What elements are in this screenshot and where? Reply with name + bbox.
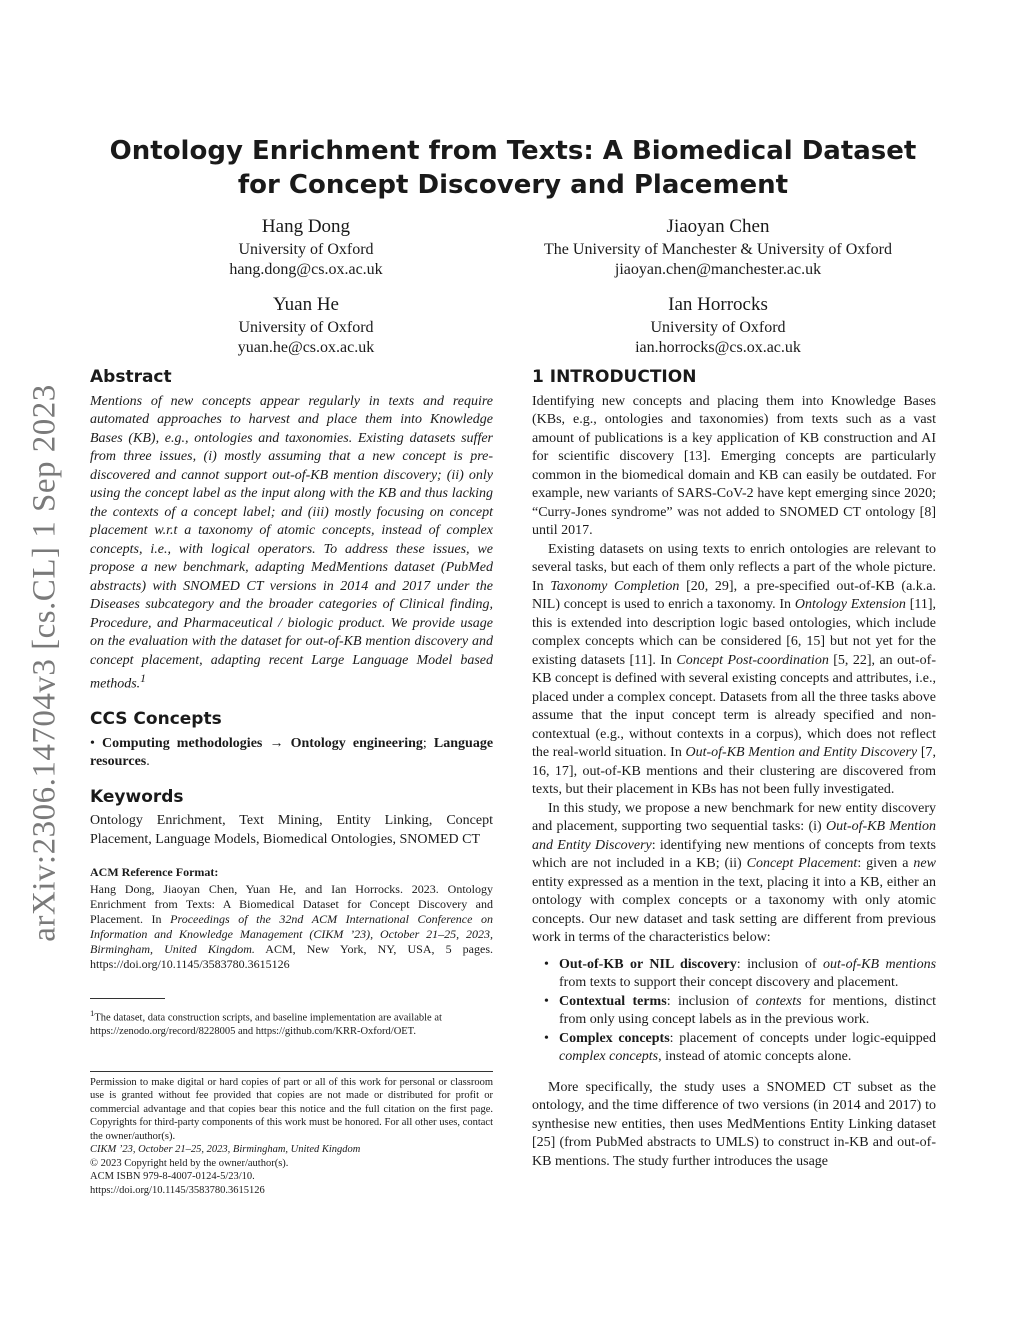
text-run: out-of-KB mentions — [823, 956, 937, 972]
item-title: Out-of-KB or NIL discovery — [559, 956, 737, 972]
author-block — [160, 214, 452, 280]
text-run: In this study, we propose a new benchmark for new entity discovery and placement, supporting two sequential tasks: (i) — [532, 800, 936, 834]
author-name: Ian Horrocks — [668, 294, 768, 315]
list-item — [532, 956, 936, 993]
text-run: : inclusion of — [666, 993, 756, 1009]
author-affiliation: The University of Manchester & University of Oxford — [544, 241, 892, 258]
text-run: Existing datasets on using texts to enrich ontologies are relevant to several tasks, but each of them only reflects a part of the whole picture. In — [532, 541, 936, 594]
acm-ref-heading: ACM Reference Format: — [90, 865, 219, 880]
footnote-rule — [90, 998, 165, 999]
keywords-heading: Keywords — [90, 786, 184, 807]
author-name: Jiaoyan Chen — [666, 216, 770, 237]
ccs-item: Language resources — [90, 735, 494, 770]
author-name: Yuan He — [273, 294, 339, 315]
permission-venue: CIKM ’23, October 21–25, 2023, Birmingham, United Kingdom — [90, 1144, 361, 1156]
item-title: Contextual terms — [559, 993, 667, 1009]
text-run: Out-of-KB Mention and Entity Discovery — [532, 819, 936, 853]
permission-doi: https://doi.org/10.1145/3583780.3615126 — [90, 1184, 265, 1196]
separator: ; — [422, 735, 434, 751]
abstract-text — [90, 393, 493, 695]
ccs-heading: CCS Concepts — [90, 709, 222, 730]
keywords-text: Ontology Enrichment, Text Mining, Entity Linking, Concept Placement, Language Models, Biomedical Ontologies, SNOMED CT — [90, 813, 493, 847]
ccs-item: Ontology engineering — [290, 735, 423, 751]
text-run: Taxonomy Completion — [550, 578, 680, 594]
text-run: [5, 22], an out-of-KB concept is defined with several existing concepts and attributes, i.e., placed under a complex concept. Datasets from all the three tasks above assume that the input concept term is already specified and non-contextual (e.g., without contexts in a corpus), which does not reflect the real-world situation. In — [532, 652, 936, 760]
abstract-body: Mentions of new concepts appear regularly in texts and require automated approaches to harvest and place them into Knowledge Bases (KB), e.g., ontologies and taxonomies. Existing datasets suffer from three issues, (i) mostly assuming that a new concept is pre-discovered and cannot support out-of-KB mention discovery; (ii) only using the concept label as the input along with the KB and thus lacking the contexts of a concept label; and (iii) mostly focusing on concept placement w.r.t a taxonomy of atomic concepts, instead of complex concepts, i.e., with logical operators. To address these issues, we propose a new benchmark, adapting MedMentions dataset (PubMed abstracts) with SNOMED CT versions in 2014 and 2017 under the Diseases subcategory and the broader categories of Clinical finding, Procedure, and Pharmaceutical / biologic product. We provide usage on the evaluation with the dataset for out-of-KB mention discovery and concept placement, adapting recent Large Language Model based methods. — [90, 393, 493, 692]
text-run: Out-of-KB Mention and Entity Discovery — [685, 745, 918, 760]
bullet: • — [544, 956, 549, 972]
arrow-icon: → — [269, 735, 284, 751]
abstract-heading: Abstract — [90, 367, 172, 387]
list-item — [532, 1030, 936, 1067]
author-block — [518, 292, 918, 358]
text-run: contexts — [755, 993, 802, 1009]
intro-paragraph-2 — [532, 541, 936, 800]
text-run: [20, 29], a pre-specified out-of-KB (a.k.a. NIL) concept is used to enrich a taxonomy. In — [532, 578, 936, 612]
bullet: • — [544, 993, 549, 1009]
author-block — [508, 214, 928, 280]
footnote-text: The dataset, data construction scripts, and baseline implementation are available at https://zenodo.org/record/8228005 and https://github.com/KRR-Oxford/OET. — [90, 1012, 442, 1038]
text-run: Concept Placement — [746, 856, 858, 871]
left-column — [90, 368, 493, 1197]
item-title: Complex concepts — [559, 1030, 670, 1046]
permission-copyright: © 2023 Copyright held by the owner/author(s). — [90, 1157, 289, 1169]
punctuation: . — [146, 754, 150, 770]
author-email: yuan.he@cs.ox.ac.uk — [237, 339, 375, 356]
acm-ref-part: Hang Dong, Jiaoyan Chen, Yuan He, and Ian Horrocks. 2023. Ontology Enrichment from Texts: A Biomedical Dataset for Concept Discovery and Placement. In — [90, 882, 493, 927]
bullet: • — [90, 735, 95, 751]
intro-paragraph-3 — [532, 800, 936, 948]
paper-title: Ontology Enrichment from Texts: A Biomedical Dataset for Concept Discovery and Placement — [109, 136, 917, 200]
characteristics-list — [532, 956, 936, 1067]
author-affiliation: University of Oxford — [650, 319, 786, 336]
text-run: Ontology Extension — [794, 597, 906, 612]
text-run: : identifying new mentions of concepts from texts which are not included in a KB; (ii) — [532, 837, 936, 871]
acm-ref-venue: Proceedings of the 32nd ACM International Conference on Information and Knowledge Management (CIKM ’23), October 21–25, 2023, Birmingham, United Kingdom. — [90, 912, 494, 957]
footnote — [90, 1007, 493, 1039]
acm-ref-text — [90, 882, 493, 972]
footnote-mark: 1 — [90, 1008, 95, 1019]
author-email: hang.dong@cs.ox.ac.uk — [229, 261, 383, 278]
ccs-item: Computing methodologies — [102, 735, 263, 751]
text-run: : given a — [857, 856, 914, 871]
author-email: ian.horrocks@cs.ox.ac.uk — [635, 339, 801, 356]
author-affiliation: University of Oxford — [238, 241, 374, 258]
permission-isbn: ACM ISBN 979-8-4007-0124-5/23/10. — [90, 1171, 255, 1183]
text-run: : placement of concepts under logic-equipped — [669, 1030, 936, 1046]
intro-heading: 1 INTRODUCTION — [532, 367, 697, 387]
text-run: [7, 16, 17], out-of-KB mentions and their clustering are discovered from texts, but their placement in KBs has not been fully investigated. — [532, 745, 936, 797]
right-column — [532, 368, 936, 1171]
permission-rule — [90, 1071, 493, 1072]
text-run: complex concepts — [559, 1049, 659, 1064]
text-run: Concept Post-coordination — [676, 652, 829, 668]
text-run: , instead of atomic concepts alone. — [658, 1049, 852, 1064]
text-run: for mentions, distinct from only using concept labels as in the previous work. — [559, 993, 936, 1027]
text-run: entity expressed as a mention in the text, placing it into a KB, either an ontology with complex concepts or a taxonomy with only atomic concepts. Our new dataset and task setting are different from previous work in terms of the characteristics below: — [532, 874, 936, 945]
author-block — [160, 292, 452, 358]
bullet: • — [544, 1030, 549, 1046]
acm-ref-part: ACM, New York, NY, USA, 5 pages. https://doi.org/10.1145/3583780.3615126 — [90, 942, 493, 972]
arxiv-stamp-text: arXiv:2306.14704v3 [cs.CL] 1 Sep 2023 — [26, 384, 63, 942]
text-run: from texts to support their concept discovery and placement. — [559, 975, 899, 990]
arxiv-stamp — [22, 368, 68, 958]
text-run: new — [913, 856, 936, 871]
text-run: [11], this is extended into description logic based ontologies, which include complex concepts which can be considered [6, 15] but not yet for the existing datasets [11]. In — [532, 597, 937, 668]
permission-text: Permission to make digital or hard copies of part or all of this work for personal or classroom use is granted without fee provided that copies are not made or distributed for profit or commercial advantage and that copies bear this notice and the full citation on the first page. Copyrights for third-party components of this work must be honored. For all other uses, contact the owner/author(s). — [90, 1076, 493, 1142]
intro-paragraph-4: More specifically, the study uses a SNOMED CT subset as the ontology, and the time difference of two versions (in 2014 and 2017) to synthesise new entities, then uses MedMentions Entity Linking dataset [25] (from PubMed abstracts to UMLS) to construct in-KB and out-of-KB mentions. The study further introduces the usage — [532, 1079, 936, 1169]
text-run: : inclusion of — [736, 956, 824, 972]
intro-paragraph-1: Identifying new concepts and placing them into Knowledge Bases (KBs, e.g., ontologies and taxonomies) from texts such as a vast amount of publications is a key application of KB construction and AI for scientific discovery [13]. Emerging concepts are particularly common in the biomedical domain and KB can easily be outdated. For example, new variants of SARS-CoV-2 have kept emerging since 2020; “Curry-Jones syndrome” was not added to SNOMED CT ontology [8] until 2017. — [532, 393, 936, 538]
footnote-ref: 1 — [140, 672, 146, 685]
author-name: Hang Dong — [261, 216, 351, 237]
ccs-text — [90, 735, 493, 772]
author-affiliation: University of Oxford — [238, 319, 374, 336]
author-email: jiaoyan.chen@manchester.ac.uk — [614, 261, 822, 278]
permission-block — [90, 1076, 493, 1198]
list-item — [532, 993, 936, 1030]
